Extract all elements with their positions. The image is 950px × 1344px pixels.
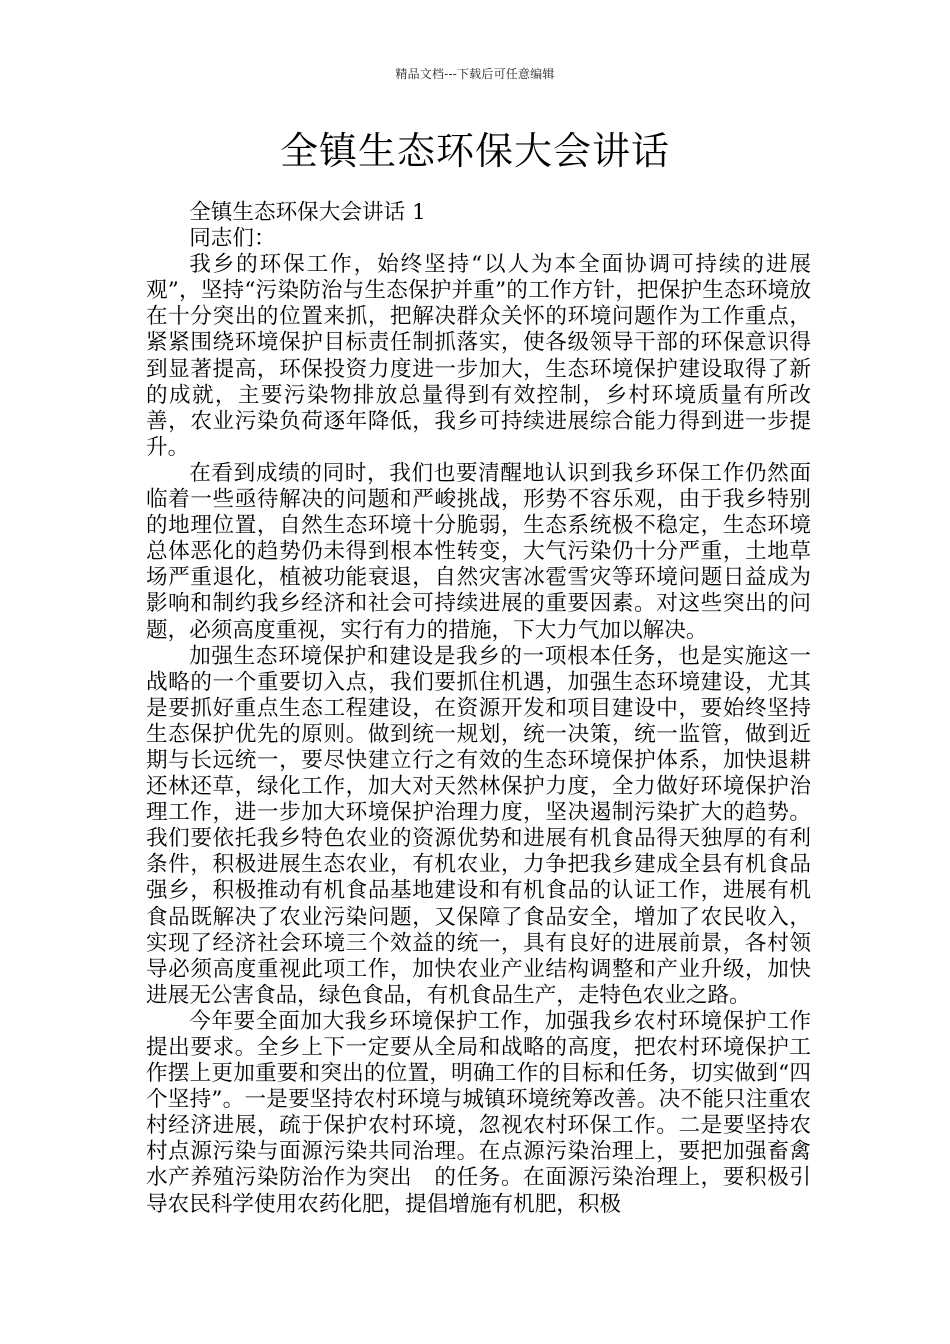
paragraph-3: 加强生态环境保护和建设是我乡的一项根本任务，也是实施这一战略的一个重要切入点，我们要抓住机遇，加强生态环境建设，尤其是要抓好重点生态工程建设，在资源开发和项目建设中，要始终坚持生态保护优先的原则。做到统一规划，统一决策，统一监管，做到近期与长远统一，要尽快建立行之有效的生态环境保护体系，加快退耕还林还草，绿化工作，加大对天然林保护力度，全力做好环境保护治理工作，进一步加大环境保护治理力度，坚决遏制污染扩大的趋势。我们要依托我乡特色农业的资源优势和进展有机食品得天独厚的有利条件，积极进展生态农业，有机农业，力争把我乡建成全县有机食品强乡，积极推动有机食品基地建设和有机食品的认证工作，进展有机食品既解决了农业污染问题，又保障了食品安全，增加了农民收入，实现了经济社会环境三个效益的统一，具有良好的进展前景，各村领导必须高度重视此项工作，加快农业产业结构调整和产业升级，加快进展无公害食品，绿色食品，有机食品生产，走特色农业之路。 [146, 643, 811, 1008]
document-body [146, 200, 811, 1218]
document-subtitle: 全镇生态环保大会讲话 1 [189, 200, 426, 225]
header-note: 精品文档---下载后可任意编辑 [395, 67, 555, 81]
paragraph-4: 今年要全面加大我乡环境保护工作，加强我乡农村环境保护工作提出要求。全乡上下一定要从全局和战略的高度，把农村环境保护工作摆上更加重要和突出的位置，明确工作的目标和任务，切实做到“四个坚持”。一是要坚持农村环境与城镇环境统筹改善。决不能只注重农村经济进展，疏于保护农村环境，忽视农村环保工作。二是要坚持农村点源污染与面源污染共同治理。在点源污染治理上，要把加强畜禽水产养殖污染防治作为突出 的任务。在面源污染治理上，要积极引导农民科学使用农药化肥，提倡增施有机肥，积极 [146, 1008, 811, 1217]
paragraph-2: 在看到成绩的同时，我们也要清醒地认识到我乡环保工作仍然面临着一些亟待解决的问题和严峻挑战，形势不容乐观，由于我乡特别的地理位置，自然生态环境十分脆弱，生态系统极不稳定，生态环境总体恶化的趋势仍未得到根本性转变，大气污染仍十分严重，土地草场严重退化，植被功能衰退，自然灾害冰雹雪灾等环境问题日益成为影响和制约我乡经济和社会可持续进展的重要因素。对这些突出的问题，必须高度重视，实行有力的措施，下大力气加以解决。 [146, 460, 811, 643]
salutation: 同志们： [189, 226, 276, 252]
document-title: 全镇生态环保大会讲话 [279, 129, 670, 173]
paragraph-1: 我乡的环保工作，始终坚持“以人为本全面协调可持续的进展观”，坚持“污染防治与生态保护并重”的工作方针，把保护生态环境放在十分突出的位置来抓，把解决群众关怀的环境问题作为工作重点，紧紧围绕环境保护目标责任制抓落实，使各级领导干部的环保意识得到显著提高，环保投资力度进一步加大，生态环境保护建设取得了新的成就，主要污染物排放总量得到有效控制，乡村环境质量有所改善，农业污染负荷逐年降低，我乡可持续进展综合能力得到进一步提升。 [146, 252, 811, 460]
